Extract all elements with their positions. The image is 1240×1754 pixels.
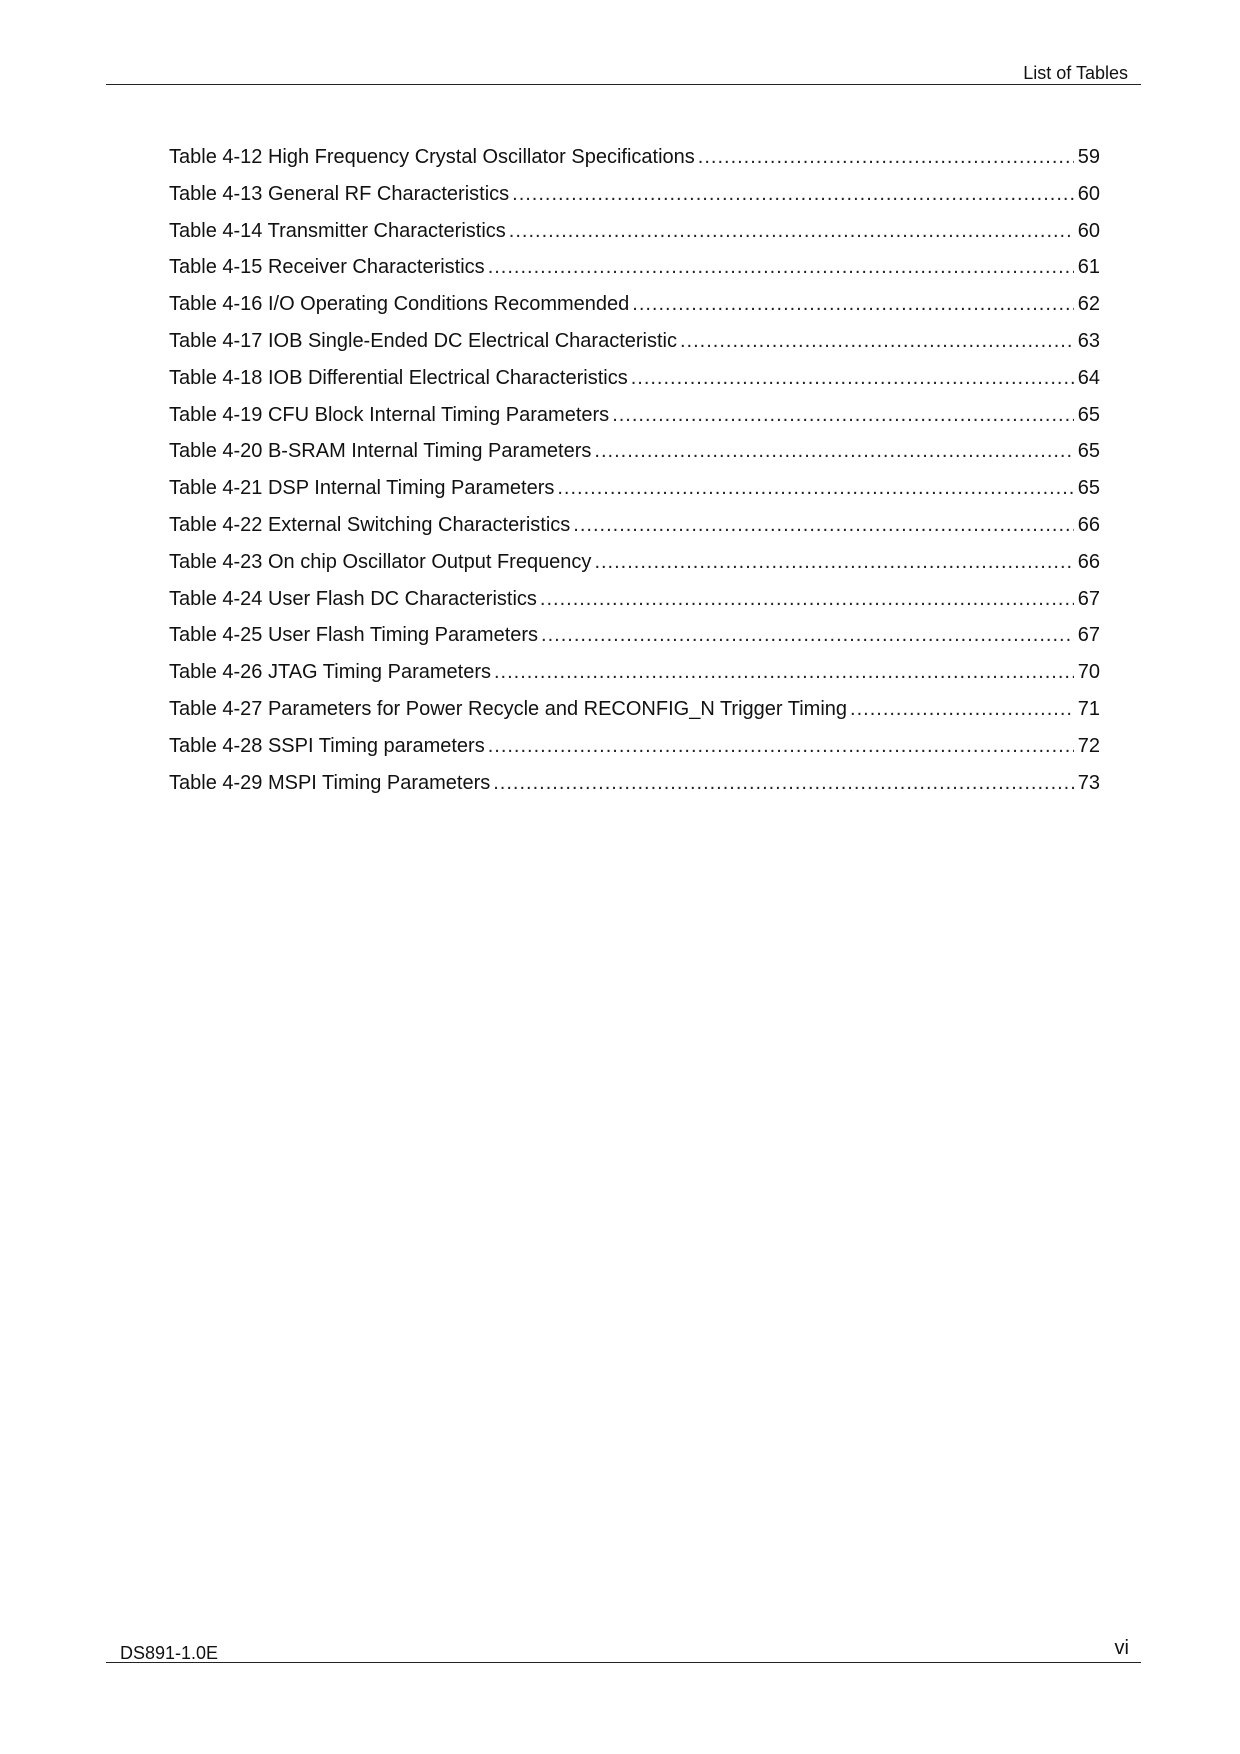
toc-entry-page: 60 [1077, 219, 1100, 242]
toc-entry-label: Table 4-21 DSP Internal Timing Parameters [169, 477, 555, 500]
toc-entry[interactable] [169, 771, 1100, 808]
toc-entry-page: 66 [1077, 513, 1100, 536]
toc-entry[interactable] [169, 366, 1100, 403]
toc-entry-label: Table 4-23 On chip Oscillator Output Frequency [169, 550, 592, 573]
toc-entry[interactable] [169, 292, 1100, 329]
toc-entry[interactable] [169, 476, 1100, 513]
dot-leader [631, 366, 1074, 390]
dot-leader [488, 734, 1074, 758]
toc-entry[interactable] [169, 697, 1100, 734]
toc-entry-page: 61 [1077, 256, 1100, 279]
dot-leader [493, 771, 1074, 795]
toc-entry-page: 72 [1077, 734, 1100, 757]
toc-entry-label: Table 4-28 SSPI Timing parameters [169, 734, 485, 757]
dot-leader [632, 292, 1073, 316]
dot-leader [680, 329, 1074, 353]
toc-entry-page: 73 [1077, 771, 1100, 794]
toc-entry-page: 65 [1077, 403, 1100, 426]
toc-entry-label: Table 4-24 User Flash DC Characteristics [169, 587, 537, 610]
dot-leader [541, 623, 1074, 647]
toc-entry-label: Table 4-20 B-SRAM Internal Timing Parameters [169, 440, 592, 463]
toc-entry-page: 70 [1077, 661, 1100, 684]
toc-entry[interactable] [169, 513, 1100, 550]
toc-entry-label: Table 4-13 General RF Characteristics [169, 182, 510, 205]
toc-entry-page: 71 [1077, 697, 1100, 720]
toc-entry-label: Table 4-26 JTAG Timing Parameters [169, 661, 491, 684]
dot-leader [509, 219, 1074, 243]
toc-entry-label: Table 4-29 MSPI Timing Parameters [169, 771, 491, 794]
toc-entry-label: Table 4-18 IOB Differential Electrical Characteristics [169, 366, 628, 389]
dot-leader [594, 439, 1073, 463]
footer-rule [106, 1662, 1141, 1663]
list-of-tables [169, 145, 1100, 807]
toc-entry-page: 64 [1077, 366, 1100, 389]
toc-entry[interactable] [169, 145, 1100, 182]
dot-leader [557, 476, 1073, 500]
toc-entry-page: 67 [1077, 624, 1100, 647]
dot-leader [594, 550, 1073, 574]
dot-leader [494, 660, 1074, 684]
toc-entry-label: Table 4-16 I/O Operating Conditions Recommended [169, 293, 630, 316]
footer-doc-id: DS891-1.0E [120, 1643, 219, 1663]
toc-entry-page: 65 [1077, 477, 1100, 500]
toc-entry-label: Table 4-25 User Flash Timing Parameters [169, 624, 539, 647]
dot-leader [573, 513, 1073, 537]
toc-entry-page: 63 [1077, 329, 1100, 352]
header-title: List of Tables [1023, 63, 1128, 83]
toc-entry[interactable] [169, 403, 1100, 440]
toc-entry-label: Table 4-14 Transmitter Characteristics [169, 219, 506, 242]
toc-entry[interactable] [169, 255, 1100, 292]
toc-entry-label: Table 4-17 IOB Single‐Ended DC Electrical Characteristic [169, 329, 677, 352]
dot-leader [612, 403, 1074, 427]
toc-entry[interactable] [169, 329, 1100, 366]
toc-entry-label: Table 4-22 External Switching Characteristics [169, 513, 571, 536]
dot-leader [488, 255, 1074, 279]
toc-entry[interactable] [169, 182, 1100, 219]
toc-entry-label: Table 4-27 Parameters for Power Recycle and RECONFIG_N Trigger Timing [169, 697, 848, 720]
toc-entry-page: 62 [1077, 293, 1100, 316]
toc-entry[interactable] [169, 734, 1100, 771]
toc-entry[interactable] [169, 623, 1100, 660]
dot-leader [540, 587, 1074, 611]
dot-leader [512, 182, 1074, 206]
toc-entry-page: 66 [1077, 550, 1100, 573]
dot-leader [698, 145, 1074, 169]
header-rule [106, 84, 1141, 85]
toc-entry[interactable] [169, 439, 1100, 476]
toc-entry-label: Table 4-15 Receiver Characteristics [169, 256, 485, 279]
toc-entry[interactable] [169, 587, 1100, 624]
toc-entry[interactable] [169, 550, 1100, 587]
dot-leader [850, 697, 1074, 721]
toc-entry-label: Table 4-19 CFU Block Internal Timing Parameters [169, 403, 610, 426]
toc-entry-page: 67 [1077, 587, 1100, 610]
footer-page-number: vi [1114, 1637, 1129, 1659]
toc-entry[interactable] [169, 219, 1100, 256]
toc-entry[interactable] [169, 660, 1100, 697]
toc-entry-page: 65 [1077, 440, 1100, 463]
toc-entry-page: 59 [1077, 146, 1100, 168]
toc-entry-page: 60 [1077, 182, 1100, 205]
toc-entry-label: Table 4-12 High Frequency Crystal Oscillator Specifications [169, 146, 695, 168]
